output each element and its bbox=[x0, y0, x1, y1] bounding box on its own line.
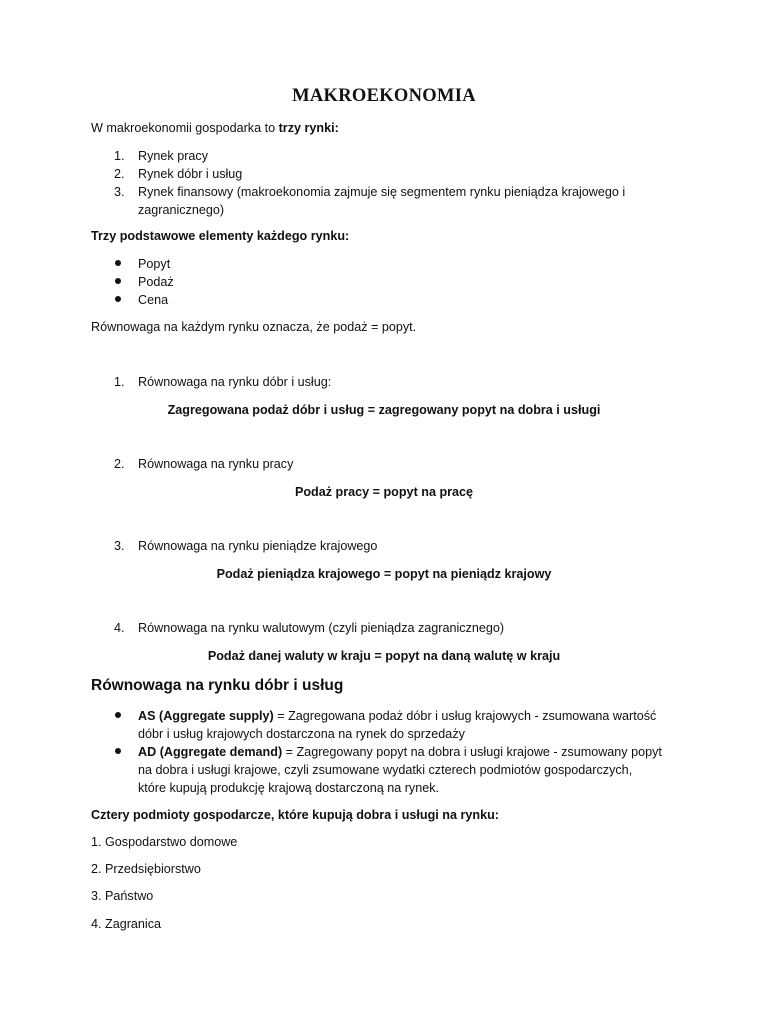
bullet-icon bbox=[114, 255, 122, 263]
equilibrium-label: Równowaga na rynku walutowym (czyli pieniądza zagranicznego) bbox=[138, 621, 505, 635]
bullet-icon bbox=[114, 273, 122, 281]
entities-heading: Cztery podmioty gospodarcze, które kupują dobra i usługi na rynku: bbox=[91, 808, 499, 822]
list-item: Podaż bbox=[138, 275, 174, 289]
equilibrium-label: Równowaga na rynku dóbr i usług: bbox=[138, 375, 332, 389]
list-number: 1. bbox=[114, 375, 125, 389]
definition-term: AD (Aggregate demand) bbox=[138, 745, 283, 759]
bullet-icon bbox=[114, 291, 122, 299]
list-item: 1. Gospodarstwo domowe bbox=[91, 835, 238, 849]
list-item: Rynek dóbr i usług bbox=[138, 167, 243, 181]
list-item: 4. Zagranica bbox=[91, 917, 162, 931]
definition-term: AS (Aggregate supply) bbox=[138, 709, 274, 723]
list-item: Rynek finansowy (makroekonomia zajmuje się segmentem rynku pieniądza krajowego i bbox=[138, 185, 626, 199]
equilibrium-formula: Zagregowana podaż dóbr i usług = zagregowany popyt na dobra i usługi bbox=[167, 403, 601, 417]
definition-line bbox=[138, 743, 662, 761]
list-item: 3. Państwo bbox=[91, 889, 154, 903]
section-heading: Równowaga na rynku dóbr i usług bbox=[91, 677, 344, 694]
definition-continuation: dóbr i usług krajowych dostarczona na rynek do sprzedaży bbox=[138, 727, 465, 741]
definition-line bbox=[138, 707, 656, 725]
bullet-icon bbox=[114, 743, 122, 751]
list-item: Popyt bbox=[138, 257, 171, 271]
intro-bold: trzy rynki: bbox=[278, 121, 339, 135]
list-number: 2. bbox=[114, 457, 125, 471]
definition-continuation: które kupują produkcję krajową dostarczoną na rynek. bbox=[138, 781, 440, 795]
equilibrium-label: Równowaga na rynku pieniądze krajowego bbox=[138, 539, 378, 553]
equilibrium-label: Równowaga na rynku pracy bbox=[138, 457, 294, 471]
list-number: 4. bbox=[114, 621, 125, 635]
equilibrium-formula: Podaż pieniądza krajowego = popyt na pieniądz krajowy bbox=[216, 567, 552, 581]
list-number: 3. bbox=[114, 539, 125, 553]
list-item: 2. Przedsiębiorstwo bbox=[91, 862, 201, 876]
list-number: 1. bbox=[114, 149, 125, 163]
equilibrium-formula: Podaż danej waluty w kraju = popyt na daną walutę w kraju bbox=[207, 649, 561, 663]
definition-continuation: na dobra i usługi krajowe, czyli zsumowane wydatki czterech podmiotów gospodarczych, bbox=[138, 763, 633, 777]
elements-heading: Trzy podstawowe elementy każdego rynku: bbox=[91, 229, 350, 243]
equilibrium-formula: Podaż pracy = popyt na pracę bbox=[294, 485, 474, 499]
intro-text: W makroekonomii gospodarka to bbox=[91, 121, 279, 135]
intro-line bbox=[91, 119, 339, 137]
definition-text: = Zagregowana podaż dóbr i usług krajowych - zsumowana wartość bbox=[273, 709, 657, 723]
list-item-continuation: zagranicznego) bbox=[138, 203, 225, 217]
list-number: 2. bbox=[114, 167, 125, 181]
bullet-icon bbox=[114, 707, 122, 715]
page-title: MAKROEKONOMIA bbox=[292, 86, 476, 106]
list-item: Cena bbox=[138, 293, 169, 307]
equilibrium-note: Równowaga na każdym rynku oznacza, że podaż = popyt. bbox=[91, 320, 417, 334]
list-number: 3. bbox=[114, 185, 125, 199]
list-item: Rynek pracy bbox=[138, 149, 208, 163]
definition-text: = Zagregowany popyt na dobra i usługi krajowe - zsumowany popyt bbox=[282, 745, 662, 759]
